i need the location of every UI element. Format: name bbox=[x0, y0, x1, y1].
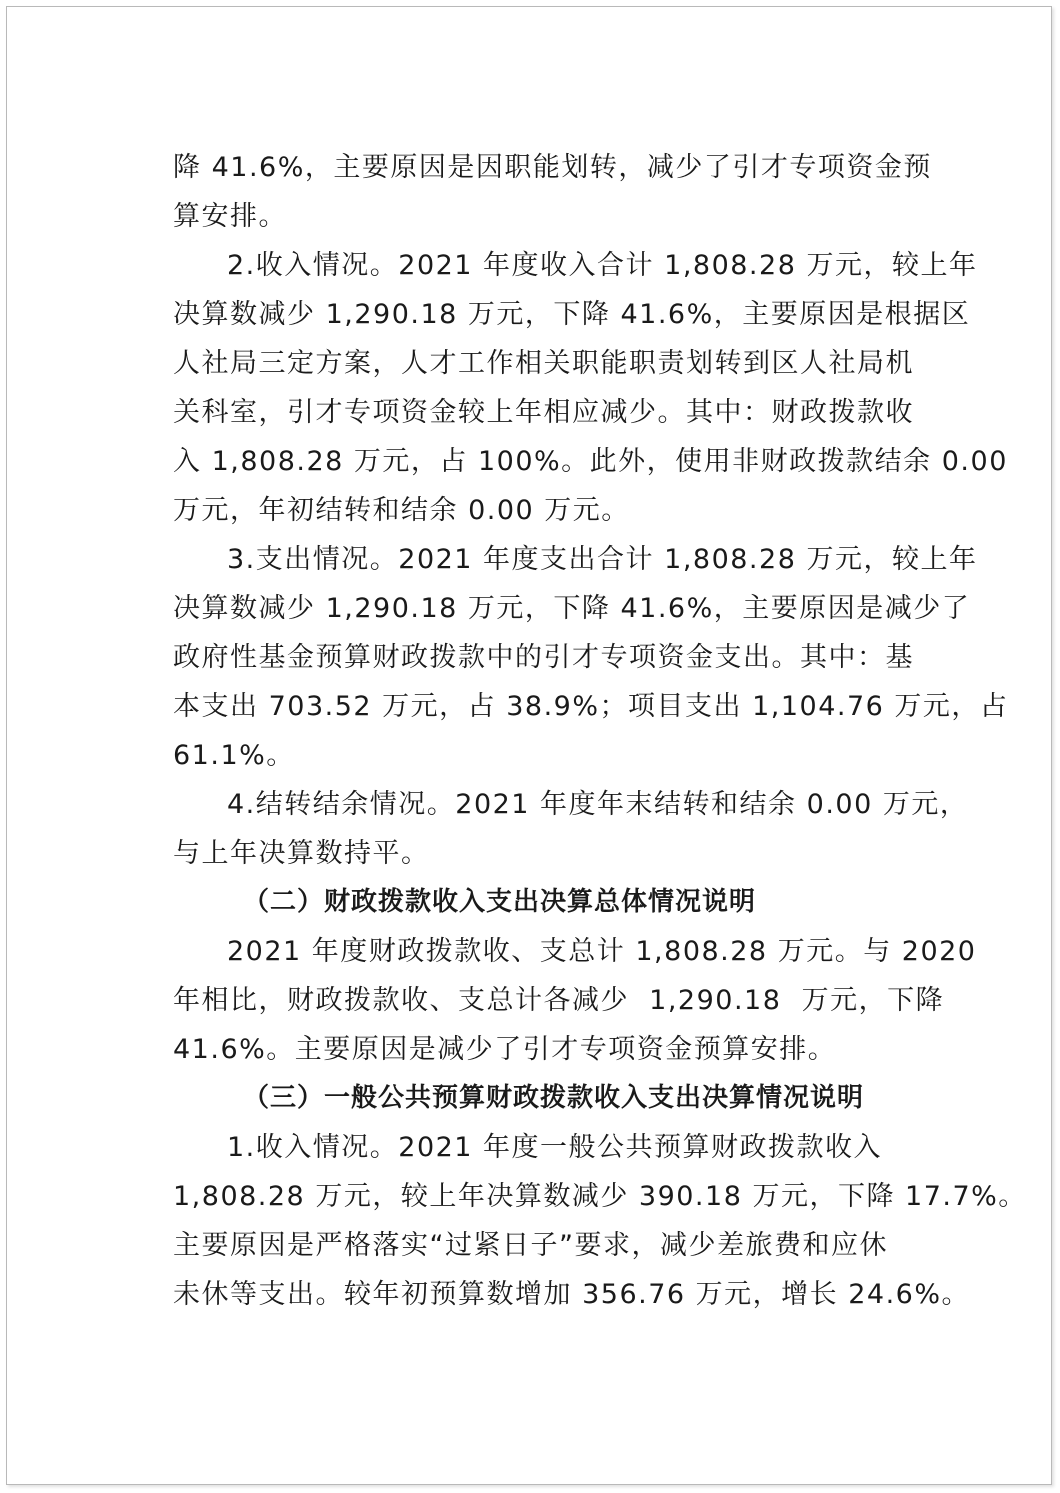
text-line: 决算数减少 1,290.18 万元，下降 41.6%，主要原因是根据区 bbox=[173, 299, 971, 330]
paragraph-intro-continued bbox=[173, 143, 932, 241]
document-page bbox=[6, 6, 1052, 1485]
section-heading-2 bbox=[173, 878, 903, 927]
document-body bbox=[173, 143, 1027, 1319]
text-line: 2021 年度财政拨款收、支总计 1,808.28 万元。与 2020 bbox=[227, 936, 977, 967]
text-line: 41.6%。主要原因是减少了引才专项资金预算安排。 bbox=[173, 1034, 837, 1065]
text-line: 关科室，引才专项资金较上年相应减少。其中：财政拨款收 bbox=[173, 397, 914, 428]
heading-text: （三）一般公共预算财政拨款收入支出决算情况说明 bbox=[243, 1083, 865, 1113]
text-line: 61.1%。 bbox=[173, 740, 295, 771]
text-line: 主要原因是严格落实“过紧日子”要求，减少差旅费和应休 bbox=[173, 1230, 888, 1261]
text-line: 未休等支出。较年初预算数增加 356.76 万元，增长 24.6%。 bbox=[173, 1279, 970, 1310]
section-heading-3 bbox=[173, 1074, 903, 1123]
text-line: 决算数减少 1,290.18 万元，下降 41.6%，主要原因是减少了 bbox=[173, 593, 971, 624]
text-line: 入 1,808.28 万元，占 100%。此外，使用非财政拨款结余 0.00 bbox=[173, 446, 1008, 477]
paragraph-carryover bbox=[173, 780, 969, 878]
text-line: 算安排。 bbox=[173, 201, 287, 232]
text-line: 万元，年初结转和结余 0.00 万元。 bbox=[173, 495, 630, 526]
text-line: 人社局三定方案，人才工作相关职能职责划转到区人社局机 bbox=[173, 348, 914, 379]
text-line: 1.收入情况。2021 年度一般公共预算财政拨款收入 bbox=[227, 1132, 883, 1163]
paragraph-expenditure bbox=[173, 535, 1009, 780]
text-line: 2.收入情况。2021 年度收入合计 1,808.28 万元，较上年 bbox=[227, 250, 978, 281]
text-line: 政府性基金预算财政拨款中的引才专项资金支出。其中：基 bbox=[173, 642, 914, 673]
paragraph-income bbox=[173, 241, 1008, 535]
text-line: 1,808.28 万元，较上年决算数减少 390.18 万元，下降 17.7%。 bbox=[173, 1181, 1027, 1212]
text-line: 降 41.6%，主要原因是因职能划转，减少了引才专项资金预 bbox=[173, 152, 932, 183]
heading-text: （二）财政拨款收入支出决算总体情况说明 bbox=[243, 887, 757, 917]
paragraph-fiscal-total bbox=[173, 927, 977, 1074]
text-line: 3.支出情况。2021 年度支出合计 1,808.28 万元，较上年 bbox=[227, 544, 978, 575]
text-line: 本支出 703.52 万元，占 38.9%；项目支出 1,104.76 万元，占 bbox=[173, 691, 1009, 722]
paragraph-general-budget-income bbox=[173, 1123, 1027, 1319]
text-line: 与上年决算数持平。 bbox=[173, 838, 430, 869]
text-line: 年相比，财政拨款收、支总计各减少 1,290.18 万元，下降 bbox=[173, 985, 945, 1016]
text-line: 4.结转结余情况。2021 年度年末结转和结余 0.00 万元， bbox=[227, 789, 969, 820]
